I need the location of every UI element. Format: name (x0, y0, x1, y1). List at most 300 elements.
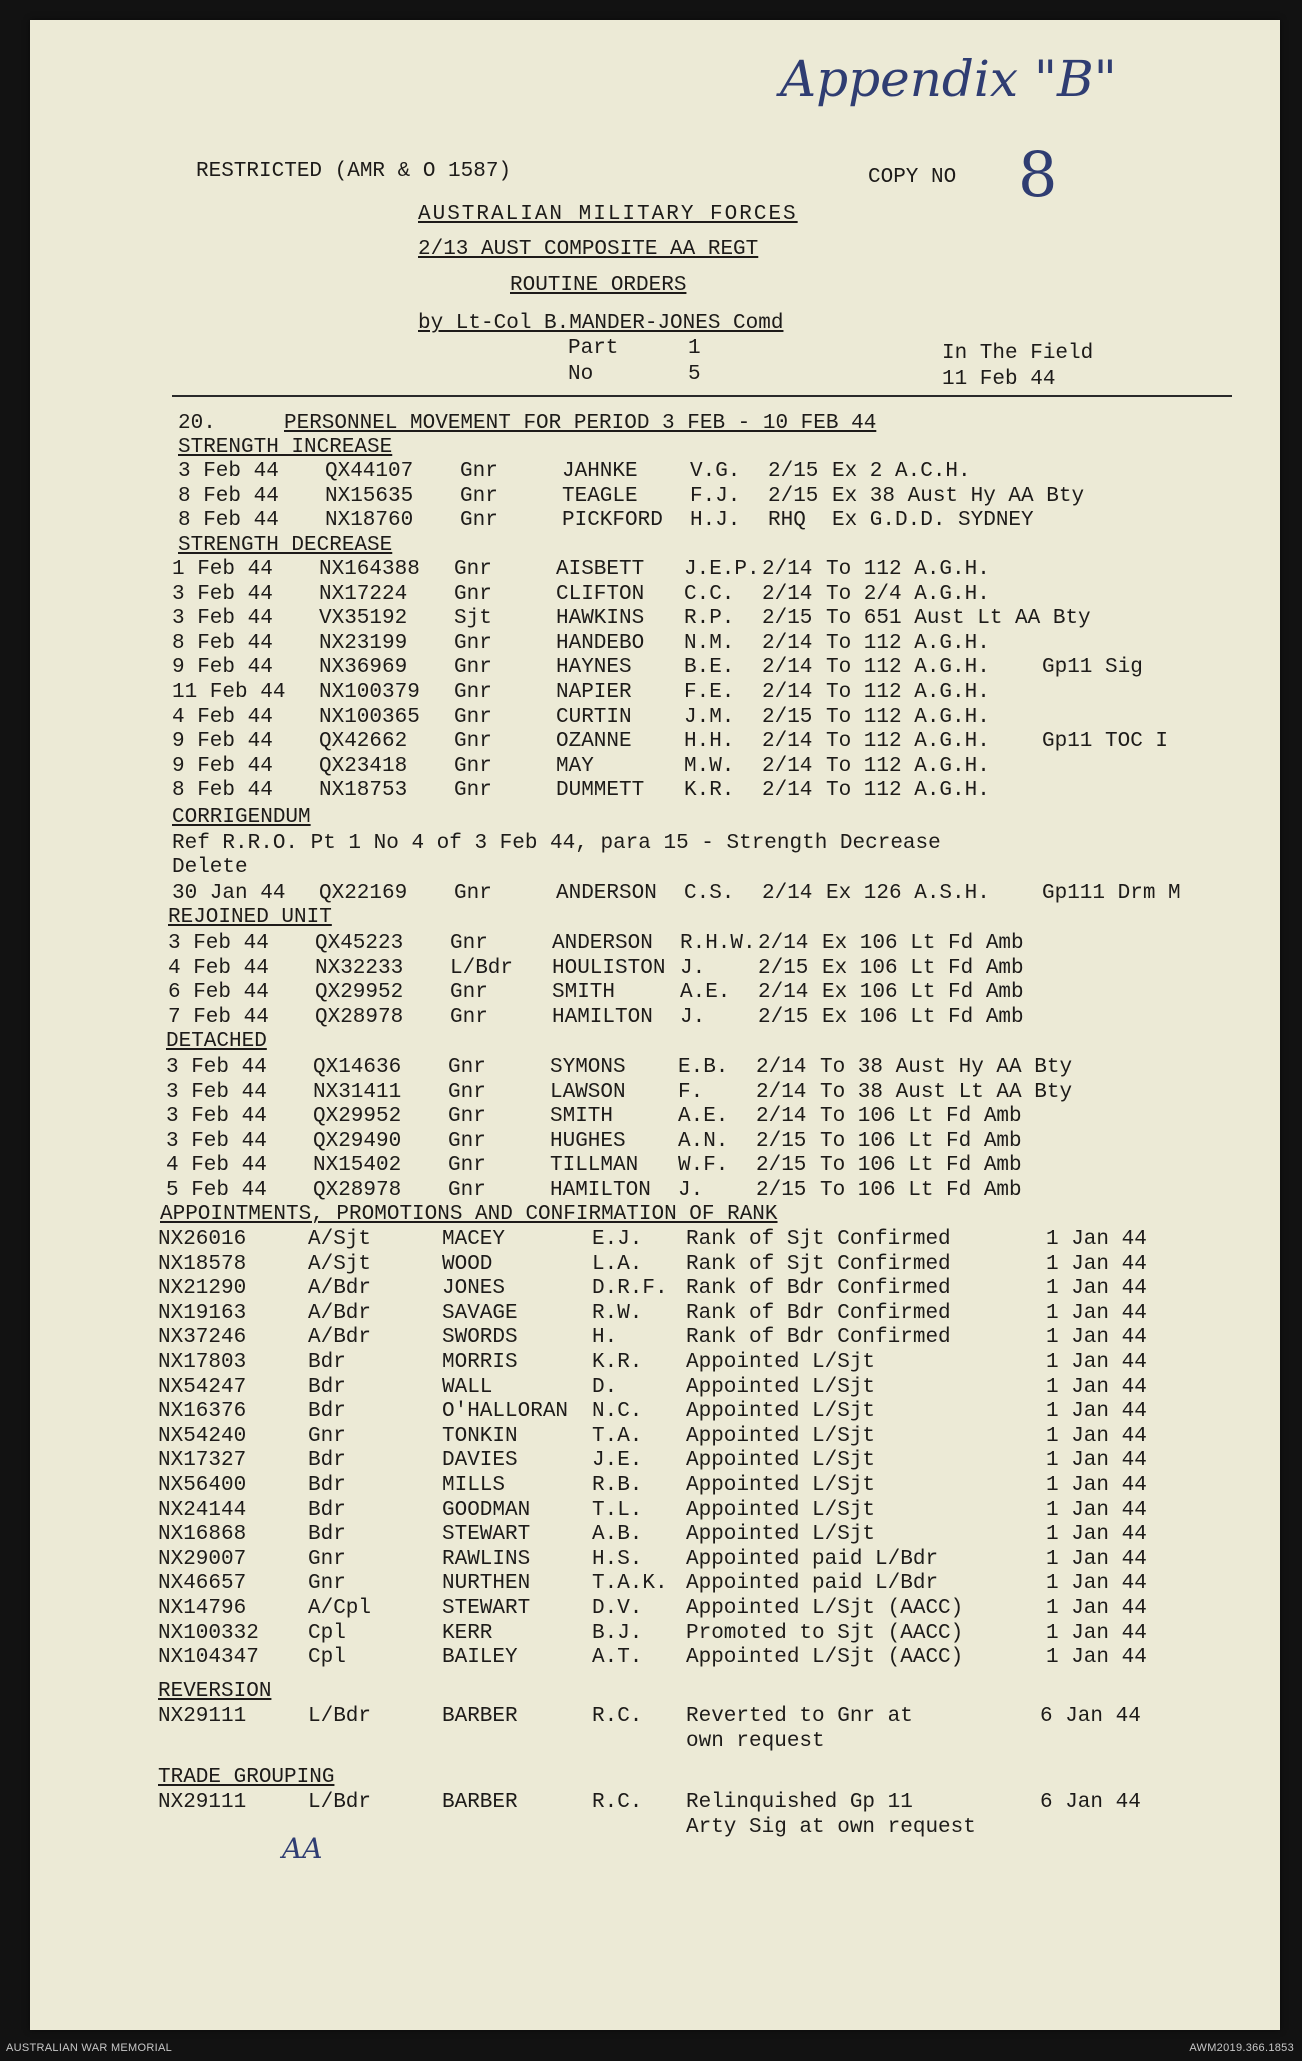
cell-name: SWORDS (442, 1326, 518, 1350)
cell-rank: Gnr (454, 681, 492, 704)
cell-name: DAVIES (442, 1449, 518, 1473)
cell-no: NX29007 (158, 1547, 247, 1571)
cell-name: AISBETT (556, 558, 645, 581)
section-corrigendum: CORRIGENDUM (172, 806, 311, 829)
cell-name: SMITH (550, 1105, 614, 1128)
cell-name: TEAGLE (562, 484, 638, 508)
cell-no: NX16868 (158, 1523, 247, 1547)
cell-init: T.A.K. (592, 1572, 668, 1596)
cell-date: 4 Feb 44 (166, 1154, 267, 1177)
cell-rank: Gnr (460, 509, 498, 532)
cell-name: HAMILTON (552, 1005, 653, 1029)
corrigendum-ref: Ref R.R.O. Pt 1 No 4 of 3 Feb 44, para 15 - Strength Decrease (172, 832, 941, 855)
cell-init: D.V. (592, 1597, 643, 1620)
cell-rank: Gnr (450, 981, 488, 1004)
cell-init: J.M. (684, 705, 735, 729)
cell-detail: Ex 106 Lt Fd Amb (822, 1005, 1024, 1029)
cell-detail: To 651 Aust Lt AA Bty (826, 607, 1091, 631)
cell-no: NX54240 (158, 1424, 247, 1448)
cell-init: H. (592, 1326, 618, 1350)
cell-name: GOODMAN (442, 1498, 531, 1522)
cell-unit: 2/14 (756, 1056, 807, 1079)
cell-detail: To 106 Lt Fd Amb (820, 1154, 1022, 1177)
cell-detail: Ex 38 Aust Hy AA Bty (832, 484, 1085, 508)
cell-no: NX21290 (158, 1277, 247, 1301)
cell-action: Rank of Bdr Confirmed (686, 1277, 951, 1301)
cell-detail: Ex 106 Lt Fd Amb (822, 932, 1024, 955)
cell-name: JAHNKE (562, 460, 638, 483)
cell-extra: Gp111 Drm M (1042, 882, 1181, 905)
cell-name: HAYNES (556, 656, 632, 680)
cell-no: QX29490 (313, 1129, 402, 1153)
cell-no: NX54247 (158, 1375, 247, 1399)
cell-detail: To 112 A.G.H. (826, 558, 990, 581)
cell-action: Appointed L/Sjt (686, 1449, 876, 1473)
cell-name: PICKFORD (562, 509, 663, 532)
cell-name: SAVAGE (442, 1301, 518, 1325)
cell-date: 9 Feb 44 (172, 730, 273, 754)
cell-init: A.B. (592, 1523, 643, 1547)
cell-rank: Gnr (454, 705, 492, 729)
cell-init: H.H. (684, 730, 735, 754)
section-reversion: REVERSION (158, 1680, 272, 1703)
cell-date: 1 Jan 44 (1046, 1351, 1147, 1374)
cell-detail: To 2/4 A.G.H. (826, 582, 990, 606)
section-strength-decrease: STRENGTH DECREASE (178, 534, 393, 557)
cell-date: 11 Feb 44 (172, 681, 286, 704)
cell-date: 8 Feb 44 (172, 779, 273, 803)
cell-extra: Gp11 TOC I (1042, 730, 1169, 754)
cell-rank: Bdr (308, 1351, 346, 1374)
cell-init: N.M. (684, 631, 735, 655)
cell-rank: Gnr (448, 1129, 486, 1153)
cell-rank: Gnr (454, 656, 492, 680)
cell-date: 3 Feb 44 (166, 1080, 267, 1104)
cell-unit: 2/14 (756, 1080, 807, 1104)
cell-action: Relinquished Gp 11 (686, 1791, 913, 1814)
cell-no: NX15402 (313, 1154, 402, 1177)
cell-name: SYMONS (550, 1056, 626, 1079)
cell-name: SMITH (552, 981, 616, 1004)
cell-name: O'HALLORAN (442, 1400, 569, 1424)
cell-rank: Gnr (460, 460, 498, 483)
cell-rank: A/Cpl (308, 1597, 372, 1620)
cell-rank: Bdr (308, 1498, 346, 1522)
location: In The Field (942, 342, 1094, 365)
cell-detail: To 106 Lt Fd Amb (820, 1105, 1022, 1128)
cell-rank: Bdr (308, 1400, 346, 1424)
copy-no-label: COPY NO (868, 166, 957, 189)
cell-date: 1 Jan 44 (1046, 1498, 1147, 1522)
cell-date: 9 Feb 44 (172, 656, 273, 680)
cell-no: QX28978 (313, 1178, 402, 1202)
cell-init: B.E. (684, 656, 735, 680)
cell-action: Appointed L/Sjt (686, 1351, 876, 1374)
cell-init: J. (680, 1005, 706, 1029)
cell-init: B.J. (592, 1621, 643, 1645)
cell-rank: Gnr (450, 932, 488, 955)
cell-unit: 2/14 (762, 681, 813, 704)
cell-unit: 2/14 (762, 656, 813, 680)
cell-unit: 2/14 (762, 754, 813, 778)
cell-name: NAPIER (556, 681, 632, 704)
cell-unit: 2/14 (762, 558, 813, 581)
cell-rank: Gnr (450, 1005, 488, 1029)
cell-detail: To 38 Aust Hy AA Bty (820, 1056, 1073, 1079)
cell-rank: Gnr (454, 779, 492, 803)
cell-rank: A/Sjt (308, 1228, 372, 1251)
cell-date: 9 Feb 44 (172, 754, 273, 778)
cell-unit: 2/15 (756, 1129, 807, 1153)
cell-rank: L/Bdr (308, 1791, 372, 1814)
header-line-1: AUSTRALIAN MILITARY FORCES (418, 203, 798, 226)
cell-detail: To 112 A.G.H. (826, 705, 990, 729)
cell-detail: Ex 106 Lt Fd Amb (822, 981, 1024, 1004)
footer-right: AWM2019.366.1853 (1189, 2042, 1294, 2054)
cell-unit: 2/15 (768, 484, 819, 508)
cell-date: 3 Feb 44 (168, 932, 269, 955)
cell-date: 8 Feb 44 (178, 509, 279, 532)
cell-no: NX15635 (325, 484, 414, 508)
cell-unit: 2/14 (758, 981, 809, 1004)
cell-date: 30 Jan 44 (172, 882, 286, 905)
cell-rank: Gnr (454, 730, 492, 754)
cell-date: 4 Feb 44 (172, 705, 273, 729)
cell-date: 1 Jan 44 (1046, 1424, 1147, 1448)
cell-date: 3 Feb 44 (178, 460, 279, 483)
cell-init: R.H.W. (680, 932, 756, 955)
no-value: 5 (688, 363, 701, 386)
section-trade-grouping: TRADE GROUPING (158, 1766, 335, 1789)
cell-name: HAMILTON (550, 1178, 651, 1202)
cell-date: 1 Jan 44 (1046, 1547, 1147, 1571)
cell-date: 7 Feb 44 (168, 1005, 269, 1029)
cell-date: 3 Feb 44 (166, 1056, 267, 1079)
cell-no: QX28978 (315, 1005, 404, 1029)
cell-no: NX18760 (325, 509, 414, 532)
cell-init: L.A. (592, 1252, 643, 1276)
cell-action: Appointed L/Sjt (AACC) (686, 1646, 964, 1670)
cell-rank: Gnr (454, 582, 492, 606)
cell-rank: Gnr (448, 1080, 486, 1104)
cell-init: N.C. (592, 1400, 643, 1424)
cell-no: QX45223 (315, 932, 404, 955)
cell-date: 1 Jan 44 (1046, 1277, 1147, 1301)
header-line-4: by Lt-Col B.MANDER-JONES Comd (418, 312, 784, 335)
section-detached: DETACHED (166, 1030, 267, 1053)
cell-name: HOULISTON (552, 956, 666, 980)
cell-date: 8 Feb 44 (178, 484, 279, 508)
cell-action: Appointed L/Sjt (686, 1424, 876, 1448)
cell-name: CLIFTON (556, 582, 645, 606)
cell-init: R.C. (592, 1791, 643, 1814)
cell-name: ANDERSON (556, 882, 657, 905)
cell-no: NX24144 (158, 1498, 247, 1522)
cell-detail: To 112 A.G.H. (826, 754, 990, 778)
cell-init: T.L. (592, 1498, 643, 1522)
cell-rank: Bdr (308, 1523, 346, 1547)
cell-detail: To 106 Lt Fd Amb (820, 1178, 1022, 1202)
cell-date: 1 Jan 44 (1046, 1326, 1147, 1350)
cell-date: 3 Feb 44 (166, 1129, 267, 1153)
cell-no: NX46657 (158, 1572, 247, 1596)
cell-name: JONES (442, 1277, 506, 1301)
cell-no: VX35192 (319, 607, 408, 631)
cell-unit: 2/14 (762, 631, 813, 655)
cell-no: NX100365 (319, 705, 420, 729)
cell-name: TILLMAN (550, 1154, 639, 1177)
cell-init: T.A. (592, 1424, 643, 1448)
cell-rank: Gnr (308, 1547, 346, 1571)
cell-rank: L/Bdr (308, 1705, 372, 1728)
cell-no: NX18578 (158, 1252, 247, 1276)
cell-no: QX29952 (315, 981, 404, 1004)
cell-no: NX32233 (315, 956, 404, 980)
cell-rank: Gnr (454, 631, 492, 655)
cell-name: HAWKINS (556, 607, 645, 631)
cell-no: NX19163 (158, 1301, 247, 1325)
cell-init: J. (678, 1178, 704, 1202)
cell-rank: Bdr (308, 1449, 346, 1473)
cell-name: ANDERSON (552, 932, 653, 955)
cell-date: 1 Jan 44 (1046, 1597, 1147, 1620)
cell-init: C.S. (684, 882, 735, 905)
cell-name: CURTIN (556, 705, 632, 729)
cell-date: 3 Feb 44 (172, 582, 273, 606)
cell-unit: 2/15 (758, 1005, 809, 1029)
cell-date: 1 Jan 44 (1046, 1572, 1147, 1596)
cell-date: 1 Jan 44 (1046, 1646, 1147, 1670)
cell-action: Appointed L/Sjt (686, 1375, 876, 1399)
cell-date: 3 Feb 44 (172, 607, 273, 631)
cell-no: NX17224 (319, 582, 408, 606)
cell-rank: Gnr (448, 1056, 486, 1079)
handwritten-appendix: Appendix "B" (780, 50, 1117, 108)
cell-unit: 2/15 (758, 956, 809, 980)
cell-date: 1 Jan 44 (1046, 1301, 1147, 1325)
cell-detail: To 112 A.G.H. (826, 656, 990, 680)
cell-unit: 2/14 (762, 882, 813, 905)
cell-detail: Ex 126 A.S.H. (826, 882, 990, 905)
section-rejoined-unit: REJOINED UNIT (168, 906, 332, 929)
cell-action: Rank of Sjt Confirmed (686, 1252, 951, 1276)
cell-init: R.P. (684, 607, 735, 631)
cell-date: 1 Jan 44 (1046, 1449, 1147, 1473)
cell-name: STEWART (442, 1523, 531, 1547)
cell-detail: To 112 A.G.H. (826, 681, 990, 704)
cell-unit: 2/15 (768, 460, 819, 483)
cell-date: 6 Jan 44 (1040, 1791, 1141, 1814)
cell-date: 1 Jan 44 (1046, 1252, 1147, 1276)
cell-no: NX17803 (158, 1351, 247, 1374)
cell-rank: Gnr (448, 1105, 486, 1128)
cell-init: A.T. (592, 1646, 643, 1670)
cell-no: NX29111 (158, 1791, 247, 1814)
cell-date: 5 Feb 44 (166, 1178, 267, 1202)
cell-no: NX100332 (158, 1621, 259, 1645)
cell-unit: 2/14 (762, 582, 813, 606)
cell-date: 1 Jan 44 (1046, 1228, 1147, 1251)
cell-init: A.E. (678, 1105, 729, 1128)
cell-init: E.J. (592, 1228, 643, 1251)
cell-rank: Gnr (308, 1572, 346, 1596)
order-date: 11 Feb 44 (942, 368, 1056, 391)
part-value: 1 (688, 337, 701, 360)
cell-init: F. (678, 1080, 704, 1104)
cell-init: W.F. (678, 1154, 729, 1177)
cell-rank: Gnr (454, 882, 492, 905)
cell-name: BARBER (442, 1705, 518, 1728)
cell-no: QX22169 (319, 882, 408, 905)
cell-init: K.R. (684, 779, 735, 803)
cell-name: DUMMETT (556, 779, 645, 803)
cell-name: MACEY (442, 1228, 506, 1251)
cell-action: Rank of Bdr Confirmed (686, 1301, 951, 1325)
cell-name: HANDEBO (556, 631, 645, 655)
cell-name: MORRIS (442, 1351, 518, 1374)
cell-unit: 2/15 (762, 705, 813, 729)
cell-no: NX104347 (158, 1646, 259, 1670)
cell-no: NX56400 (158, 1474, 247, 1497)
cell-no: QX42662 (319, 730, 408, 754)
cell-action-continued: Arty Sig at own request (686, 1816, 976, 1839)
cell-no: NX14796 (158, 1597, 247, 1620)
cell-init: A.N. (678, 1129, 729, 1153)
cell-action: Appointed L/Sjt (686, 1400, 876, 1424)
cell-rank: Sjt (454, 607, 492, 631)
cell-no: NX100379 (319, 681, 420, 704)
cell-no: QX23418 (319, 754, 408, 778)
cell-date: 6 Feb 44 (168, 981, 269, 1004)
part-label: Part (568, 337, 619, 360)
cell-rank: Cpl (308, 1646, 346, 1670)
cell-detail: Ex G.D.D. SYDNEY (832, 509, 1034, 532)
cell-unit: 2/14 (762, 779, 813, 803)
cell-rank: A/Bdr (308, 1301, 372, 1325)
cell-action: Rank of Bdr Confirmed (686, 1326, 951, 1350)
cell-init: C.C. (684, 582, 735, 606)
cell-date: 1 Jan 44 (1046, 1400, 1147, 1424)
cell-rank: Gnr (454, 754, 492, 778)
cell-name: RAWLINS (442, 1547, 531, 1571)
cell-date: 1 Jan 44 (1046, 1474, 1147, 1497)
cell-no: QX29952 (313, 1105, 402, 1128)
para-number: 20. (178, 412, 216, 435)
cell-action: Appointed L/Sjt (AACC) (686, 1597, 964, 1620)
cell-rank: Cpl (308, 1621, 346, 1645)
cell-rank: Bdr (308, 1375, 346, 1399)
restricted-marking: RESTRICTED (AMR & O 1587) (196, 160, 512, 183)
cell-unit: RHQ (768, 509, 806, 532)
cell-name: MILLS (442, 1474, 506, 1497)
cell-rank: Bdr (308, 1474, 346, 1497)
cell-name: STEWART (442, 1597, 531, 1620)
cell-unit: 2/14 (756, 1105, 807, 1128)
cell-rank: A/Sjt (308, 1252, 372, 1276)
cell-rank: Gnr (448, 1154, 486, 1177)
cell-unit: 2/14 (762, 730, 813, 754)
cell-name: HUGHES (550, 1129, 626, 1153)
corrigendum-delete: Delete (172, 856, 248, 879)
cell-unit: 2/15 (762, 607, 813, 631)
cell-no: NX23199 (319, 631, 408, 655)
cell-rank: L/Bdr (450, 956, 514, 980)
cell-date: 1 Jan 44 (1046, 1523, 1147, 1547)
cell-detail: To 112 A.G.H. (826, 631, 990, 655)
cell-no: NX16376 (158, 1400, 247, 1424)
cell-unit: 2/15 (756, 1154, 807, 1177)
cell-no: NX17327 (158, 1449, 247, 1473)
cell-init: F.E. (684, 681, 735, 704)
cell-extra: Gp11 Sig (1042, 656, 1143, 680)
cell-action: Reverted to Gnr at (686, 1705, 913, 1728)
cell-init: J.E. (592, 1449, 643, 1473)
cell-init: D.R.F. (592, 1277, 668, 1301)
cell-rank: A/Bdr (308, 1277, 372, 1301)
cell-name: OZANNE (556, 730, 632, 754)
cell-no: NX36969 (319, 656, 408, 680)
handwritten-copy-number: 8 (1018, 138, 1058, 211)
handwritten-initials: AA (282, 1832, 323, 1865)
cell-name: WALL (442, 1375, 493, 1399)
cell-action-continued: own request (686, 1730, 825, 1753)
cell-name: KERR (442, 1621, 493, 1645)
cell-name: BAILEY (442, 1646, 518, 1670)
cell-name: MAY (556, 754, 594, 778)
cell-date: 6 Jan 44 (1040, 1705, 1141, 1728)
no-label: No (568, 363, 594, 386)
cell-action: Promoted to Sjt (AACC) (686, 1621, 964, 1645)
cell-detail: To 112 A.G.H. (826, 730, 990, 754)
cell-name: NURTHEN (442, 1572, 531, 1596)
cell-name: BARBER (442, 1791, 518, 1814)
cell-date: 1 Feb 44 (172, 558, 273, 581)
cell-action: Appointed L/Sjt (686, 1523, 876, 1547)
header-line-3: ROUTINE ORDERS (510, 274, 687, 297)
cell-no: QX44107 (325, 460, 414, 483)
cell-name: WOOD (442, 1252, 493, 1276)
cell-action: Appointed paid L/Bdr (686, 1572, 939, 1596)
cell-rank: Gnr (308, 1424, 346, 1448)
para-title: PERSONNEL MOVEMENT FOR PERIOD 3 FEB - 10 FEB 44 (284, 412, 877, 435)
cell-init: R.B. (592, 1474, 643, 1497)
cell-date: 1 Jan 44 (1046, 1375, 1147, 1399)
cell-no: QX14636 (313, 1056, 402, 1079)
cell-detail: To 38 Aust Lt AA Bty (820, 1080, 1073, 1104)
cell-no: NX37246 (158, 1326, 247, 1350)
cell-init: J. (680, 956, 706, 980)
cell-name: TONKIN (442, 1424, 518, 1448)
cell-detail: To 112 A.G.H. (826, 779, 990, 803)
cell-action: Appointed L/Sjt (686, 1474, 876, 1497)
cell-init: H.S. (592, 1547, 643, 1571)
cell-no: NX31411 (313, 1080, 402, 1104)
cell-name: LAWSON (550, 1080, 626, 1104)
cell-rank: Gnr (454, 558, 492, 581)
cell-no: NX164388 (319, 558, 420, 581)
cell-action: Appointed paid L/Bdr (686, 1547, 939, 1571)
cell-action: Appointed L/Sjt (686, 1498, 876, 1522)
cell-no: NX26016 (158, 1228, 247, 1251)
cell-detail: Ex 2 A.C.H. (832, 460, 971, 483)
cell-no: NX29111 (158, 1705, 247, 1728)
section-appointments: APPOINTMENTS, PROMOTIONS AND CONFIRMATION OF RANK (160, 1203, 778, 1226)
cell-detail: Ex 106 Lt Fd Amb (822, 956, 1024, 980)
cell-init: M.W. (684, 754, 735, 778)
cell-date: 3 Feb 44 (166, 1105, 267, 1128)
cell-init: A.E. (680, 981, 731, 1004)
cell-rank: A/Bdr (308, 1326, 372, 1350)
